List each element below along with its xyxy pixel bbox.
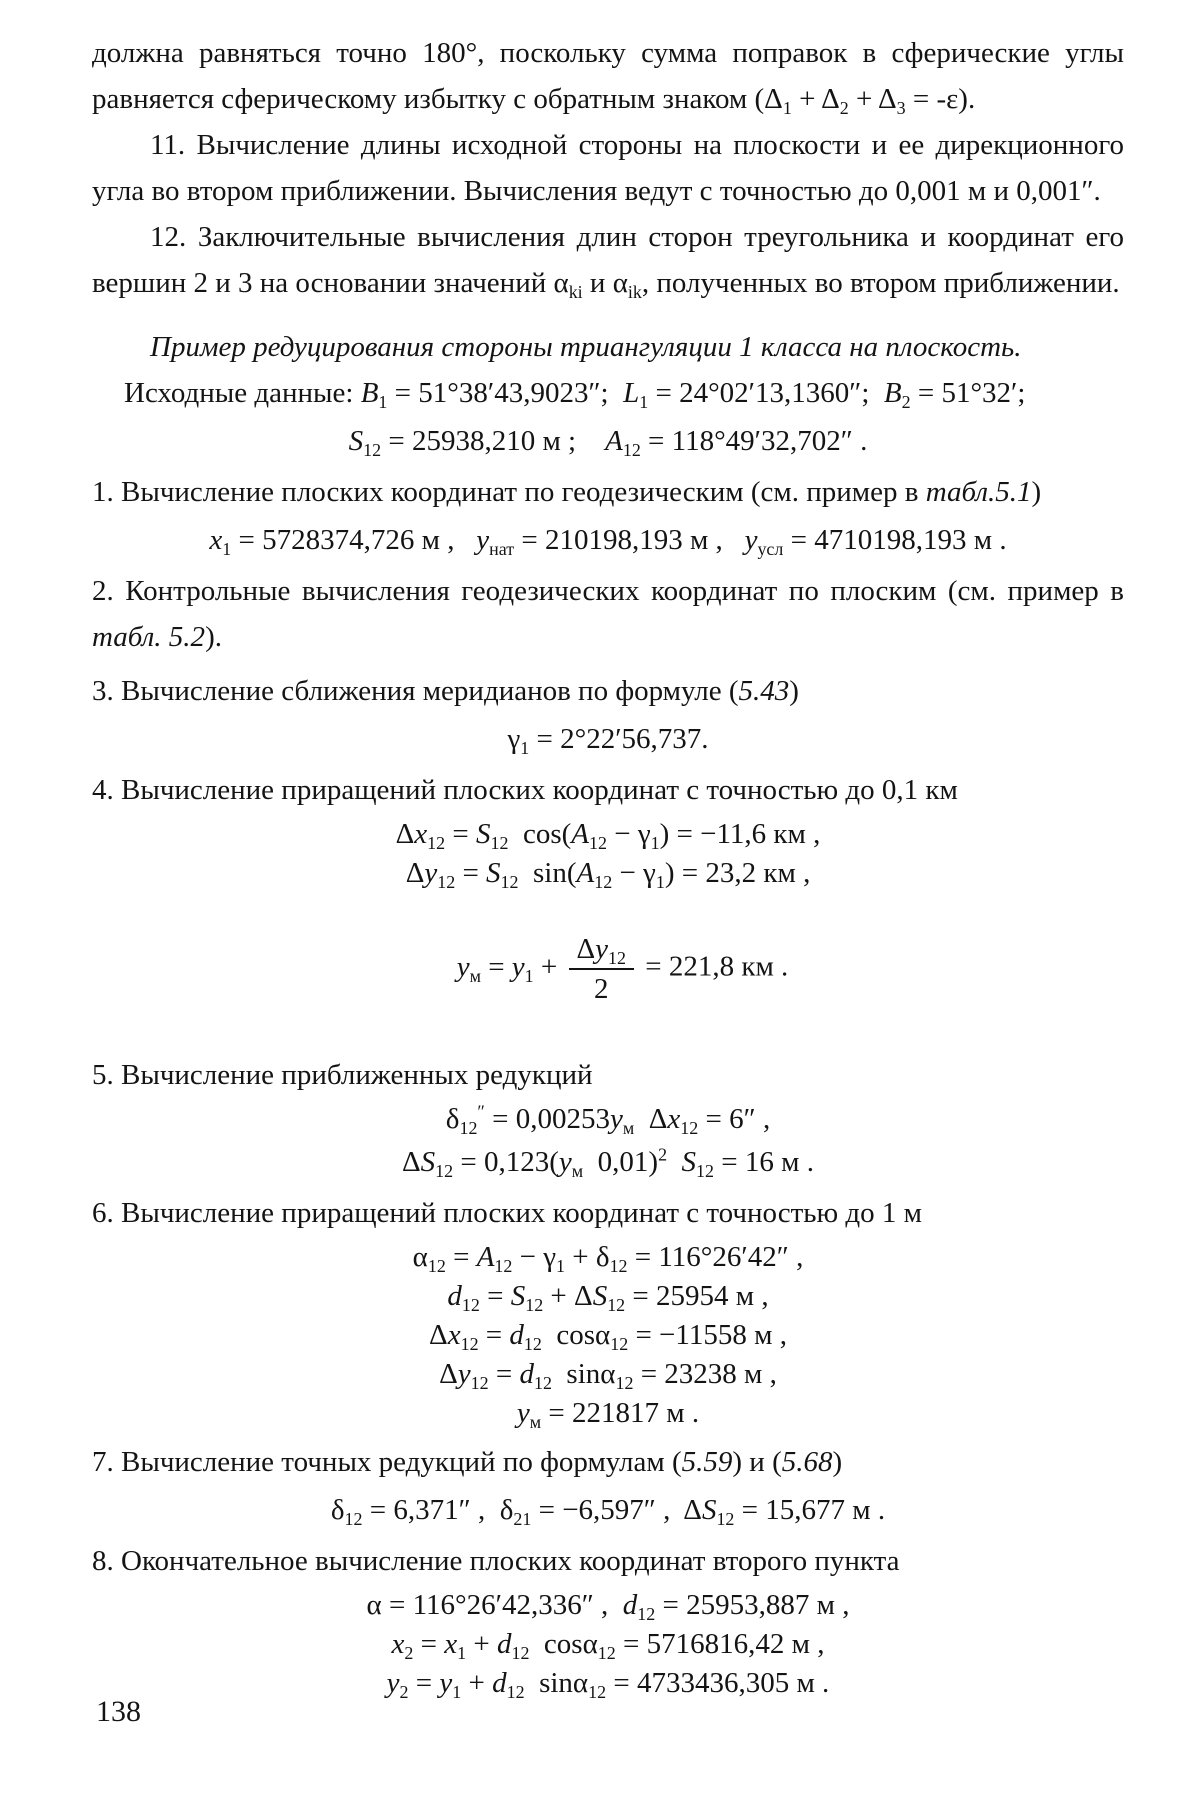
formula-plane-coordinates: $x_1 = 5728374,726$ м , $y_{нат} = 210198,193$ м , $y_{усл} = 4710198,193$ м . [209, 524, 1007, 559]
formula-delta-x-km: $\Delta x_{12} = S_{12}$ $\cos(A_{12} - \gamma_1) = -11,6$ км , [395, 818, 821, 853]
formula-delta-y-km: $\Delta y_{12} = S_{12}$ $\sin(A_{12} - \gamma_1) = 23,2$ км , [405, 857, 811, 892]
paragraph-item-12: 12. Заключительные вычисления длин сторон треугольника и координат его вершин 2 и 3 на основании значений $\alpha_{ki}$ и $\alpha_{ik}$, полученных во втором приближении. [92, 221, 1124, 302]
formula-delta-y-m: $\Delta y_{12} = d_{12}$ sinα$_{12}$ = 23238 м , [439, 1358, 777, 1393]
step-8-label: 8. Окончательное вычисление плоских координат второго пункта [92, 1545, 900, 1577]
fraction [569, 932, 635, 1006]
formula-exact-reductions: $\delta_{12} = 6,371''$ , $\delta_{21} = -6,597''$ , $\Delta S_{12} = 15,677$ м . [330, 1494, 886, 1529]
paragraph-spherical-correction: должна равняться точно 180°, поскольку сумма поправок в сферические углы равняется сферическому избытку с обратным знаком $(\Delta_1 + \Delta_2 + \Delta_3 = -\varepsilon)$. [92, 37, 1124, 118]
given-data-line-2: $S_{12} = 25938,210$ м ; $A_{12} = 118^\circ 49'32,702''$ . [348, 425, 868, 460]
step-1-label: 1. Вычисление плоских координат по геодезическим (см. пример в табл.5.1) [92, 476, 1042, 508]
formula-y-mean-before: $y_м = y_1$ + [456, 950, 565, 986]
formula-y-mean [92, 894, 1124, 1044]
fraction-numerator: $\Delta y_{12}$ [569, 932, 635, 970]
formula-meridian-convergence: $\gamma_1 = 2^\circ 22'56,737$. [507, 723, 709, 758]
page-number: 138 [96, 1695, 141, 1728]
fraction-denominator: 2 [594, 973, 609, 1005]
paragraph-item-11: 11. Вычисление длины исходной стороны на плоскости и ее дирекционного угла во втором приближении. Вычисления ведут с точностью до 0,001 м и 0,001″. [92, 129, 1124, 207]
formula-x2: $x_2 = x_1 + d_{12}$ cosα$_{12}$ = 5716816,42 м , [391, 1628, 825, 1663]
step-7-label: 7. Вычисление точных редукций по формулам (5.59) и (5.68) [92, 1446, 843, 1478]
formula-delta-x-m: $\Delta x_{12} = d_{12}$ cosα$_{12}$ = −11558 м , [429, 1319, 787, 1354]
step-4-label: 4. Вычисление приращений плоских координат с точностью до 0,1 км [92, 774, 958, 806]
formula-final-alpha-d: α = 116°26′42,336″ , $d_{12} = 25953,887$ м , [366, 1589, 850, 1624]
example-heading: Пример редуцирования стороны триангуляции 1 класса на плоскость. [150, 331, 1022, 363]
step-6-label: 6. Вычисление приращений плоских координат с точностью до 1 м [92, 1197, 923, 1229]
step-3-label: 3. Вычисление сближения меридианов по формуле (5.43) [92, 675, 799, 707]
formula-y2: $y_2 = y_1 + d_{12}$ sinα$_{12}$ = 4733436,305 м . [386, 1667, 830, 1702]
formula-d-12: $d_{12} = S_{12} + \Delta S_{12} = 25954$ м , [447, 1280, 769, 1315]
formula-y-mean-m: $y_м = 221817$ м . [516, 1397, 700, 1432]
step-2-label: 2. Контрольные вычисления геодезических координат по плоским (см. пример в табл. 5.2). [92, 575, 1124, 653]
formula-approx-delta-s: $\Delta S_{12} = 0,123(y_м$ 0,01)$^2$ $S_{12} = 16$ м . [402, 1144, 814, 1181]
formula-alpha-12: $\alpha_{12} = A_{12} - \gamma_1 + \delta_{12} = 116^\circ 26'42''$ , [412, 1241, 804, 1276]
formula-y-mean-after: = 221,8 км . [638, 950, 789, 983]
step-5-label: 5. Вычисление приближенных редукций [92, 1059, 593, 1091]
formula-approx-delta: $\delta_{12}'' = 0,00253y_м$ $\Delta x_{12} = 6''$ , [445, 1101, 771, 1138]
given-data-line-1: Исходные данные: $B_1 = 51^\circ 38'43,9023''$; $L_1 = 24^\circ 02'13,1360''$; $B_2 = 51^\circ 32'$; [124, 377, 1026, 412]
